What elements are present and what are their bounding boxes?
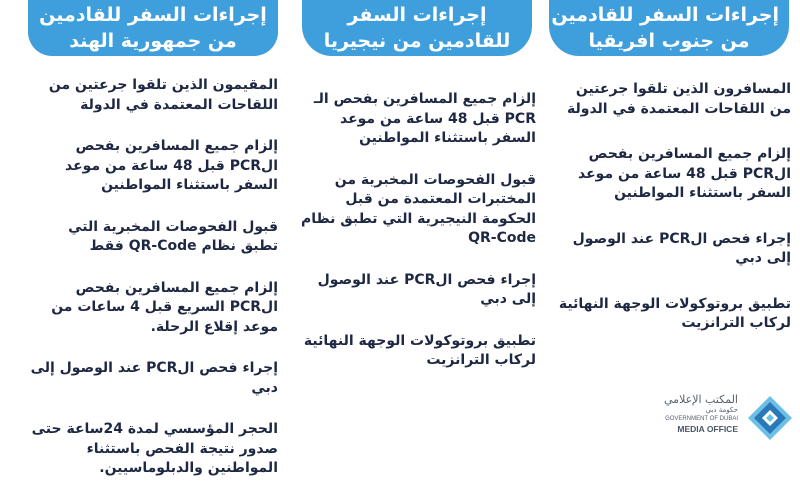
- header-line-2: من جمهورية الهند: [69, 30, 237, 52]
- header-line-2: للقادمين من نيجيريا: [323, 30, 511, 52]
- list-item: إلزام جميع المسافرين بفحص الPCR قبل 48 ساعة من موعد السفر باستثناء المواطنين: [578, 146, 791, 201]
- logo-arabic-name: المكتب الإعلامي: [664, 393, 738, 406]
- logo-english-name: MEDIA OFFICE: [677, 424, 738, 434]
- list-item: قبول الفحوصات المخبرية التي تطبق نظام QR-Code فقط: [68, 218, 278, 254]
- list-item: المقيمون الذين تلقوا جرعتين من اللقاحات المعتمدة في الدولة: [48, 77, 278, 113]
- list-item: إجراء فحص الPCR عند الوصول إلى دبي: [317, 271, 536, 307]
- list-item: المسافرون الذين تلقوا جرعتين من اللقاحات المعتمدة في الدولة: [567, 81, 791, 117]
- column-nigeria: [290, 0, 540, 393]
- logo-english-gov: GOVERNMENT OF DUBAI: [665, 416, 738, 422]
- list-item: إلزام جميع المسافرين بفحص الPCR قبل 48 ساعة من موعد السفر باستثناء المواطنين: [65, 138, 278, 193]
- header-line-1: إجراءات السفر للقادمين: [551, 4, 779, 26]
- list-item: إجراء فحص الPCR عند الوصول إلى دبي: [572, 230, 791, 266]
- column-header-south-africa: [549, 0, 789, 56]
- media-office-logo: [628, 392, 798, 444]
- list-item: إجراء فحص الPCR عند الوصول إلى دبي: [30, 360, 278, 396]
- requirements-list-india: [20, 76, 282, 479]
- column-header-nigeria: [302, 0, 532, 56]
- logo-text: [664, 394, 738, 434]
- list-item: إلزام جميع المسافرين بفحص الـ PCR قبل 48 ساعة من موعد السفر باستثناء المواطنين: [313, 91, 536, 146]
- header-line-1: إجراءات السفر للقادمين: [39, 4, 267, 26]
- header-line-1: إجراءات السفر: [347, 4, 487, 26]
- logo-arabic-sub: حكومة دبي: [705, 406, 738, 414]
- list-item: إلزام جميع المسافرين بفحص الPCR السريع قبل 4 ساعات من موعد إقلاع الرحلة.: [51, 279, 278, 335]
- column-south-africa: [545, 0, 795, 360]
- column-india: [20, 0, 282, 501]
- header-line-2: من جنوب افريقيا: [588, 30, 750, 52]
- list-item: تطبيق بروتوكولات الوجهة النهائية لركاب الترانزيت: [558, 295, 791, 331]
- diamond-logo-icon: [746, 394, 794, 442]
- requirements-list-south-africa: [545, 80, 795, 334]
- list-item: الحجر المؤسسي لمدة 24ساعة حتى صدور نتيجة الفحص باستثناء المواطنين والدبلوماسيين.: [31, 421, 278, 476]
- list-item: قبول الفحوصات المخبرية من المختبرات المعتمدة من قبل الحكومة النيجيرية التي تطبق نظام QR-Code: [300, 171, 536, 246]
- requirements-list-nigeria: [290, 90, 540, 371]
- list-item: تطبيق بروتوكولات الوجهة النهائية لركاب الترانزيت: [303, 332, 536, 368]
- column-header-india: [28, 0, 278, 56]
